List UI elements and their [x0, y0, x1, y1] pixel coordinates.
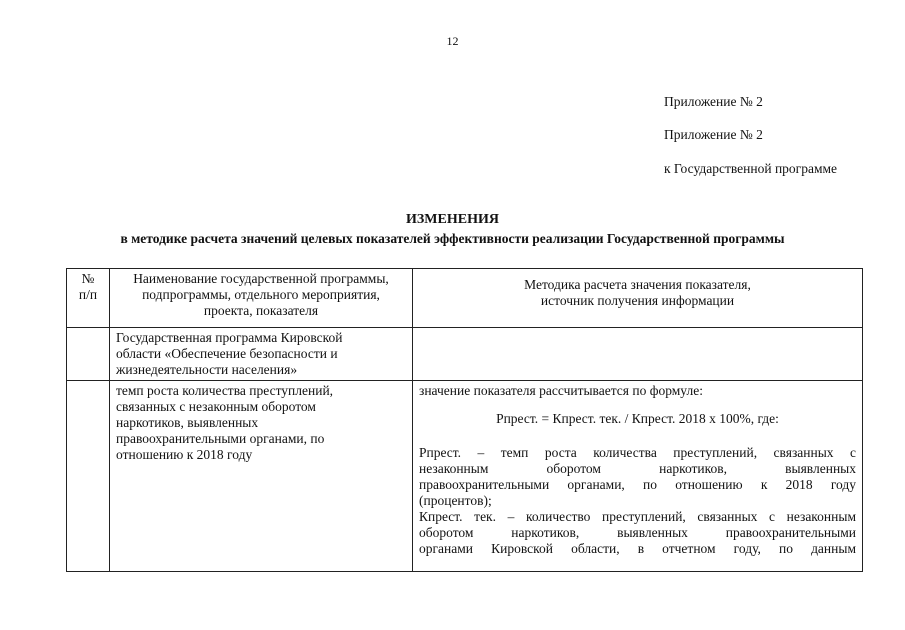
header-name-line: подпрограммы, отдельного мероприятия, — [142, 287, 380, 302]
definition-line: оборотом наркотиков, выявленных правоохранительными — [419, 525, 856, 540]
methodology-intro: значение показателя рассчитывается по формуле: — [419, 383, 703, 398]
header-methodology — [413, 269, 863, 328]
indicator-methodology-cell — [413, 381, 863, 572]
program-name-line: области «Обеспечение безопасности и — [116, 346, 338, 361]
definition-line: Кпрест. тек. – количество преступлений, связанных с незаконным — [419, 509, 856, 524]
document-subtitle: в методике расчета значений целевых показателей эффективности реализации Государственной программы — [120, 231, 785, 246]
formula: Рпрест. = Кпрест. тек. / Кпрест. 2018 х 100%, где: — [496, 411, 779, 426]
appendix-line-2: Приложение № 2 — [664, 127, 763, 142]
definition-line: (процентов); — [419, 493, 492, 508]
changes-table — [66, 268, 863, 572]
indicator-name-line: правоохранительными органами, по — [116, 431, 325, 446]
header-number-line: п/п — [78, 287, 98, 302]
indicator-name-line: связанных с незаконным оборотом — [116, 399, 316, 414]
table-row — [67, 381, 863, 572]
definition-line: незаконным оборотом наркотиков, выявленных — [419, 461, 856, 476]
table-row — [67, 328, 863, 381]
indicator-name-line: темп роста количества преступлений, — [116, 383, 334, 398]
definition-line: органами Кировской области, в отчетном году, по данным — [419, 541, 856, 556]
header-methodology-line: Методика расчета значения показателя, — [524, 277, 751, 292]
program-name-line: Государственная программа Кировской — [116, 330, 343, 345]
program-name-line: жизнедеятельности населения» — [116, 362, 298, 377]
appendix-line-1: Приложение № 2 — [664, 94, 763, 109]
definition-line: Рпрест. – темп роста количества преступлений, связанных с — [419, 445, 856, 460]
indicator-name-line: наркотиков, выявленных — [116, 415, 259, 430]
appendix-line-3: к Государственной программе — [664, 161, 838, 176]
program-name-cell — [110, 328, 413, 381]
header-name-line: Наименование государственной программы, — [133, 271, 389, 286]
header-number — [67, 269, 110, 328]
program-methodology-cell — [413, 328, 863, 381]
indicator-name-cell — [110, 381, 413, 572]
definition-line: правоохранительными органами, по отношению к 2018 году — [419, 477, 856, 492]
header-name-line: проекта, показателя — [203, 303, 319, 318]
header-methodology-line: источник получения информации — [540, 293, 735, 308]
document-title: ИЗМЕНЕНИЯ — [406, 212, 499, 227]
header-number-line: № — [81, 271, 95, 286]
row-number-cell — [67, 381, 110, 572]
page-number: 12 — [446, 34, 459, 48]
table-header-row — [67, 269, 863, 328]
indicator-name-line: отношению к 2018 году — [116, 447, 253, 462]
header-name — [110, 269, 413, 328]
row-number-cell — [67, 328, 110, 381]
